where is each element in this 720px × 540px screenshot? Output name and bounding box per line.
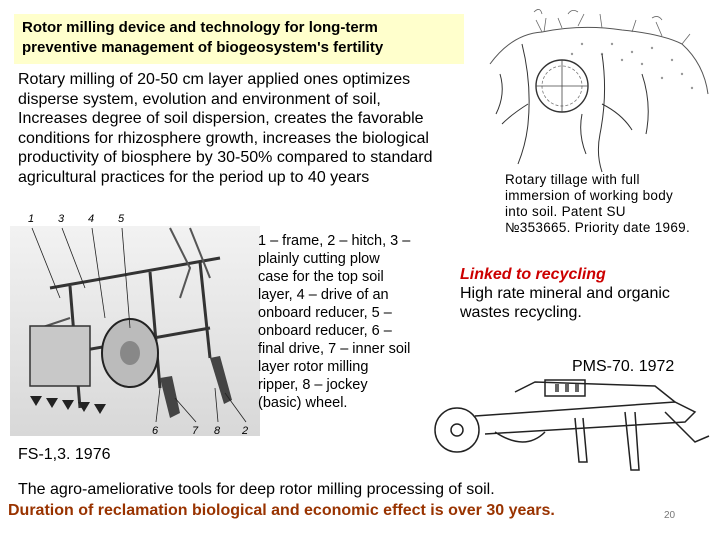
pms-caption: PMS-70. 1972 [572, 358, 675, 375]
patent-caption-line: immersion of working body [505, 188, 674, 203]
legend-line: layer, 4 – drive of an [258, 287, 389, 303]
slide-number: 20 [664, 510, 676, 521]
machine-label: 1 [28, 213, 35, 225]
legend-line: case for the top soil [258, 269, 384, 285]
title-line-2: preventive management of biogeosystem's fertility [22, 39, 384, 56]
legend-line: plainly cutting plow [258, 251, 380, 267]
intro-line: conditions for rhizosphere growth, increases the biological [18, 129, 429, 147]
machine-label: 5 [118, 213, 125, 225]
patent-caption [505, 172, 719, 236]
legend-line: onboard reducer, 5 – [258, 305, 392, 321]
patent-caption-line: into soil. Patent SU [505, 204, 626, 219]
intro-line: Rotary milling of 20-50 cm layer applied ones optimizes [18, 71, 411, 88]
intro-line: Increases degree of soil dispersion, creates the favorable [18, 110, 424, 127]
intro-line: agricultural practices for the period up to 40 years [18, 168, 370, 186]
fs-caption: FS-1,3. 1976 [18, 446, 111, 463]
pms-machine-drawing [425, 372, 715, 482]
recycling-line: High rate mineral and organic [460, 285, 670, 302]
recycling-block [460, 265, 710, 322]
legend-line: layer rotor milling [258, 359, 369, 375]
machine-label: 3 [58, 213, 65, 225]
machine-label: 8 [214, 425, 221, 437]
machine-label: 4 [88, 213, 95, 225]
intro-line: productivity of biosphere by 30-50% compared to standard [18, 149, 433, 166]
footer-line-2: Duration of reclamation biological and economic effect is over 30 years. [8, 502, 555, 519]
title-line-1: Rotor milling device and technology for long-term [22, 19, 378, 36]
legend-line: final drive, 7 – inner soil [258, 341, 411, 357]
parts-legend [258, 232, 448, 412]
intro-line: disperse system, evolution and environment of soil, [18, 90, 381, 108]
machine-label: 6 [152, 425, 159, 437]
soil-root-sketch [482, 4, 718, 176]
legend-line: (basic) wheel. [258, 395, 348, 411]
fs-machine-photo [10, 208, 260, 444]
footer-line-1: The agro-ameliorative tools for deep rotor milling processing of soil. [18, 481, 495, 498]
patent-caption-line: Rotary tillage with full [505, 172, 640, 187]
machine-label: 2 [242, 425, 249, 437]
recycling-line: wastes recycling. [460, 304, 582, 321]
legend-line: 1 – frame, 2 – hitch, 3 – [258, 233, 411, 249]
legend-line: ripper, 8 – jockey [258, 377, 368, 393]
intro-paragraph [18, 70, 498, 187]
legend-line: onboard reducer, 6 – [258, 323, 392, 339]
recycling-heading: Linked to recycling [460, 266, 606, 283]
patent-caption-line: №353665. Priority date 1969. [505, 220, 690, 235]
machine-label: 7 [192, 425, 199, 437]
slide-title [14, 14, 464, 64]
